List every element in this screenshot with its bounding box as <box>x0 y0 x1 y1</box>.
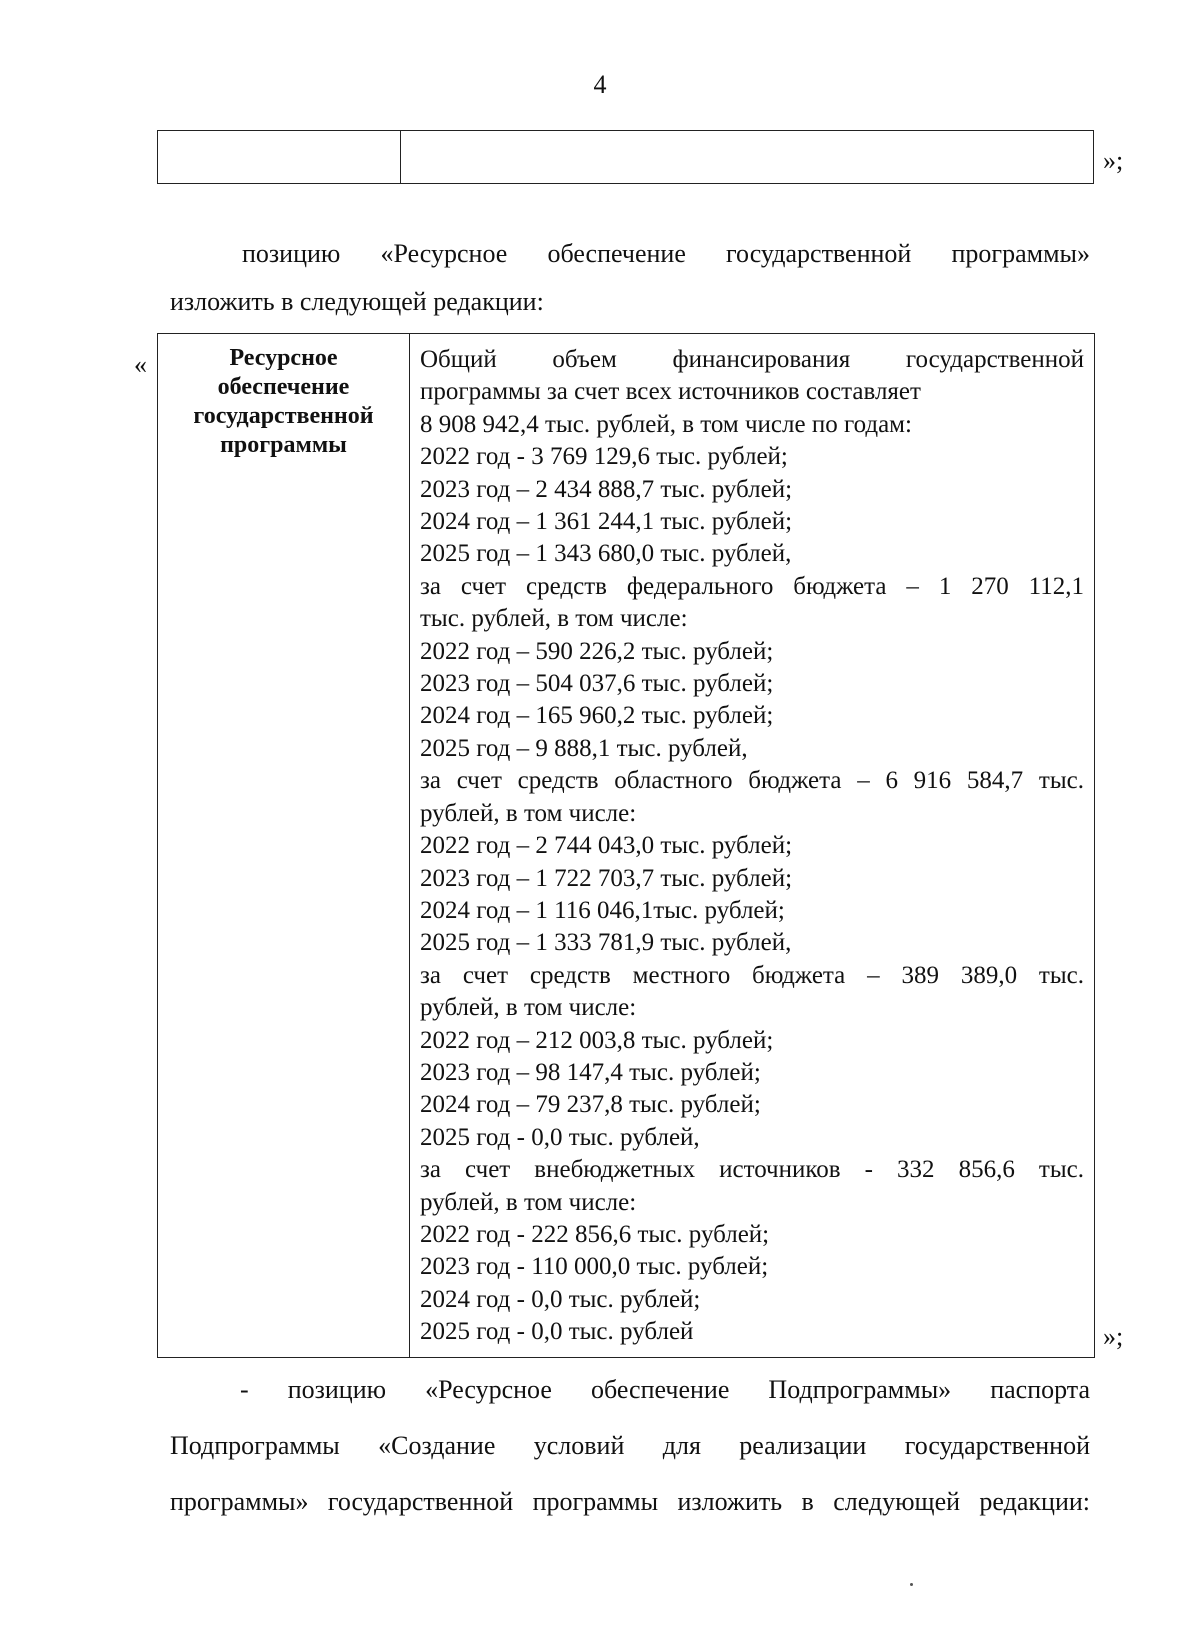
closing-paragraph <box>170 1362 1090 1530</box>
closing-line-3: программы» государственной программы изложить в следующей редакции: <box>170 1487 1090 1516</box>
label-line: государственной <box>193 403 374 429</box>
content-line: 2022 год - 222 856,6 тыс. рублей; <box>420 1220 770 1248</box>
content-line: 2024 год – 1 361 244,1 тыс. рублей; <box>420 508 793 536</box>
scan-speck <box>910 1583 913 1586</box>
content-line: тыс. рублей, в том числе: <box>420 605 688 633</box>
content-line: за счет средств местного бюджета – 389 389,0 тыс. <box>420 961 1084 989</box>
content-line: за счет средств областного бюджета – 6 916 584,7 тыс. <box>420 767 1084 795</box>
content-line: 2023 год – 504 037,6 тыс. рублей; <box>420 670 774 698</box>
opening-quote-mark: « <box>134 350 147 379</box>
content-line: 2024 год – 1 116 046,1тыс. рублей; <box>420 896 785 924</box>
table-column-divider <box>400 131 401 183</box>
closing-quote-mark: »; <box>1103 146 1124 175</box>
content-line: за счет внебюджетных источников - 332 856,6 тыс. <box>420 1156 1084 1184</box>
resource-content-cell <box>420 344 1084 1349</box>
content-line: 2024 год – 79 237,8 тыс. рублей; <box>420 1091 761 1119</box>
resource-table <box>157 333 1095 1358</box>
content-line: 2023 год - 110 000,0 тыс. рублей; <box>420 1253 769 1281</box>
table-column-divider <box>409 334 410 1357</box>
empty-table-fragment <box>157 130 1094 184</box>
intro-paragraph <box>170 230 1090 326</box>
content-line: 2022 год - 3 769 129,6 тыс. рублей; <box>420 443 788 471</box>
content-line: 2023 год – 98 147,4 тыс. рублей; <box>420 1058 761 1086</box>
label-line: Ресурсное <box>229 345 338 371</box>
content-line: программы за счет всех источников составляет <box>420 378 921 406</box>
content-line: 2024 год – 165 960,2 тыс. рублей; <box>420 702 774 730</box>
page-number: 4 <box>593 70 607 99</box>
content-line: 2023 год – 2 434 888,7 тыс. рублей; <box>420 475 793 503</box>
label-line: программы <box>220 432 347 458</box>
content-line: рублей, в том числе: <box>420 799 637 827</box>
content-line: 8 908 942,4 тыс. рублей, в том числе по годам: <box>420 410 912 438</box>
intro-line-1: позицию «Ресурсное обеспечение государственной программы» <box>242 239 1090 268</box>
content-line: 2025 год – 9 888,1 тыс. рублей, <box>420 734 748 762</box>
content-line: за счет средств федерального бюджета – 1 270 112,1 <box>420 572 1084 600</box>
intro-line-2: изложить в следующей редакции: <box>170 287 544 316</box>
content-line: 2025 год – 1 333 781,9 тыс. рублей, <box>420 929 792 957</box>
content-line: Общий объем финансирования государственной <box>420 346 1084 373</box>
content-line: 2025 год – 1 343 680,0 тыс. рублей, <box>420 540 792 568</box>
label-line: обеспечение <box>217 374 350 400</box>
closing-line-1: - позицию «Ресурсное обеспечение Подпрограммы» паспорта <box>240 1375 1090 1404</box>
content-line: 2022 год – 2 744 043,0 тыс. рублей; <box>420 832 793 860</box>
content-line: 2023 год – 1 722 703,7 тыс. рублей; <box>420 864 793 892</box>
content-line: 2022 год – 590 226,2 тыс. рублей; <box>420 637 774 665</box>
content-line: 2025 год - 0,0 тыс. рублей <box>420 1318 694 1346</box>
resource-label-cell <box>158 344 409 460</box>
content-line: рублей, в том числе: <box>420 994 637 1022</box>
content-line: 2024 год - 0,0 тыс. рублей; <box>420 1285 701 1313</box>
closing-line-2: Подпрограммы «Создание условий для реализации государственной <box>170 1431 1090 1460</box>
closing-quote-mark: »; <box>1103 1322 1124 1351</box>
content-line: рублей, в том числе: <box>420 1188 637 1216</box>
content-line: 2025 год - 0,0 тыс. рублей, <box>420 1123 700 1151</box>
content-line: 2022 год – 212 003,8 тыс. рублей; <box>420 1026 774 1054</box>
